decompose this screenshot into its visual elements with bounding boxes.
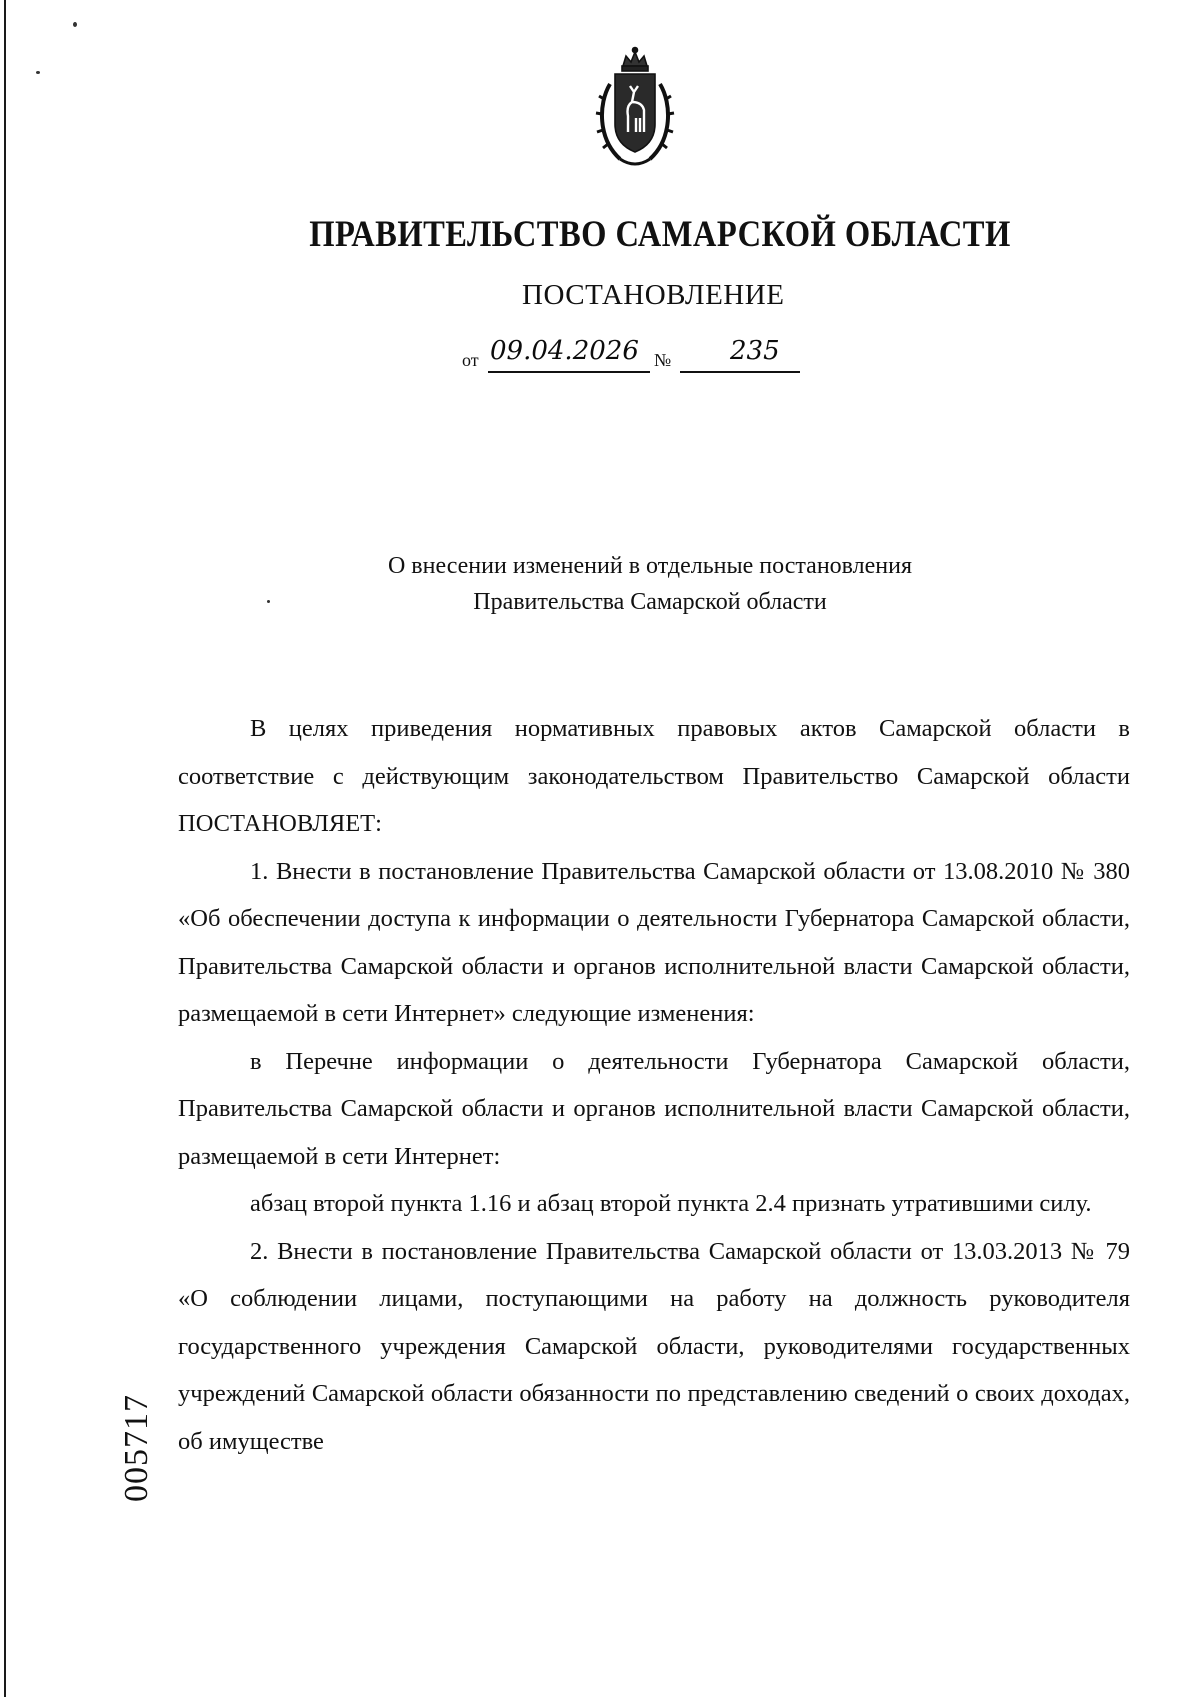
number-prefix: № (654, 350, 672, 370)
body-paragraph: 2. Внести в постановление Правительства Самарской области от 13.03.2013 № 79 «О соблюдении лицами, поступающими на работу на должность руководителя государственного учреждения Самарской области, руководителями государственных учреждений Самарской области обязанности по представлению сведений о своих доходах, об имуществе (178, 1237, 1130, 1455)
page-left-edge (4, 0, 6, 1697)
scan-speck (73, 22, 77, 27)
document-subject (300, 548, 1000, 620)
subject-line: О внесении изменений в отдельные постановления (387, 553, 913, 579)
organization-title: ПРАВИТЕЛЬСТВО САМАРСКОЙ ОБЛАСТИ (309, 214, 1011, 255)
document-type: ПОСТАНОВЛЕНИЕ (522, 279, 785, 311)
number-underline (680, 371, 800, 373)
subject-line: Правительства Самарской области (473, 589, 827, 615)
body-paragraph: абзац второй пункта 1.16 и абзац второй пункта 2.4 признать утратившими силу. (250, 1190, 1092, 1217)
samara-coat-of-arms-icon (590, 44, 680, 174)
date-underline (488, 371, 650, 373)
body-paragraph: В целях приведения нормативных правовых актов Самарской области в соответствие с действующим законодательством Правительство Самарской области ПОСТАНОВЛЯЕТ: (178, 715, 1130, 837)
scan-speck (36, 71, 40, 74)
body-paragraph: 1. Внести в постановление Правительства Самарской области от 13.08.2010 № 380 «Об обеспечении доступа к информации о деятельности Губернатора Самарской области, Правительства Самарской области и органов исполнительной власти Самарской области, размещаемой в сети Интернет» следующие изменения: (178, 857, 1130, 1027)
scan-speck (267, 600, 270, 603)
serial-number: 005717 (118, 1394, 155, 1502)
body-paragraph: в Перечне информации о деятельности Губернатора Самарской области, Правительства Самарской области и органов исполнительной власти Самарской области, размещаемой в сети Интернет: (178, 1047, 1130, 1170)
document-number: 235 (730, 336, 780, 366)
date-prefix: от (462, 350, 479, 370)
document-body (178, 705, 1130, 1465)
document-date: 09.04.2026 (490, 336, 639, 366)
